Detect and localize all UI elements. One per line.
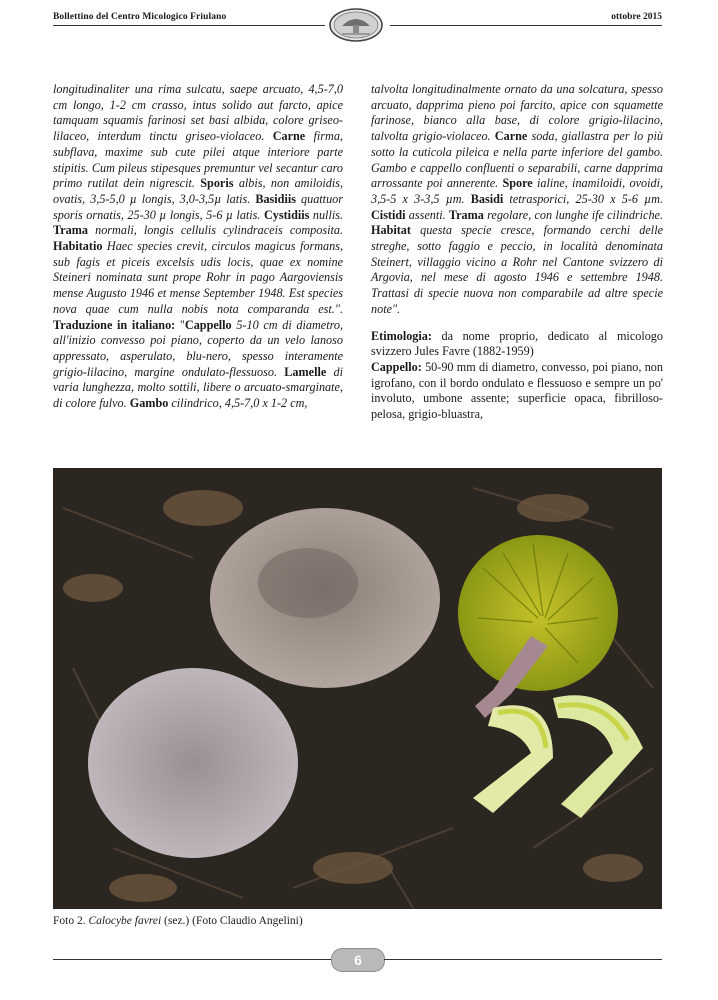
issue-date: ottobre 2015 bbox=[611, 12, 662, 22]
header-rule-right bbox=[390, 25, 662, 26]
cap-description-paragraph: Cappello: 50-90 mm di diametro, convesso, poi piano, non igrofano, con il bordo ondulato e flessuoso e sempre un po' involuto, umbone assente; superficie opaca, fibrilloso-pelosa, grigio-bluastra, bbox=[371, 359, 663, 422]
italian-translation-paragraph: talvolta longitudinalmente ornato da una solcatura, spesso arcuato, dapprima pieno poi farcito, apice con squamette farinose, bianco alla base, di colore grigio-lilacino, talvolta grigio-violaceo. Carne soda, giallastra per lo più sotto la cuticola pileica e nella parte inferiore del gambo. Gambo e cappello confluenti o separabili, carne dapprima arrossante poi annerente. Spore ialine, inamiloidi, ovoidi, 3,5-5 x 3-3,5 µm. Basidi tetrasporici, 25-30 x 5-6 µm. Cistidi assenti. Trama regolare, con lunghe ife cilindriche. Habitat questa specie cresce, formando cerchi delle streghe, sotto faggio e peccio, in località denominata Steinert, villaggio vicino a Rohr nel Cantone svizzero di Argovia, nel mese di agosto 1946 e settembre 1948. Trattasi di specie nuova non comparabile ad altre specie note". bbox=[371, 82, 663, 316]
left-text-column bbox=[53, 82, 343, 412]
latin-description-paragraph: longitudinaliter una rima sulcatu, saepe arcuato, 4,5-7,0 cm longo, 1-2 cm crasso, intus solido aut farcto, apice tamquam squamis farinosi set basi albida, colore griseo-lilaceo, interdum tinctu griseo-violaceo. Carne firma, subflava, maxime sub cute pilei atque interiore parte stipitis. Cum pileus stipesques premuntur vel secantur caro primo rutilat dein nigrescit. Sporis albis, non amiloidis, ovatis, 3,5-5,0 µ longis, 3,0-3,5µ latis. Basidiis quattuor sporis ornatis, 25-30 µ longis, 5-6 µ latis. Cystidiis nullis. Trama normali, longis cellulis cylindraceis composita. Habitatio Haec species crevit, circulos magicus formans, sub fagis et piceis excelsis udis locis, quae ex nomine Steineri nominata sunt prope Rohr in pago Aargoviensis mense Augusto 1946 et mense September 1948. Est species nova quae cum nulla nobis nota comparanda est.". Traduzione in italiano: "Cappello 5-10 cm di diametro, all'inizio convesso poi piano, coperto da un velo lanoso appressato, asperulato, blu-nero, spesso interamente grigio-lilacino, margine ondulato-flessuoso. Lamelle di varia lunghezza, molto sottili, libere o arcuato-smarginate, di colore fulvo. Gambo cilindrico, 4,5-7,0 x 1-2 cm, bbox=[53, 82, 344, 411]
footer-rule-right bbox=[384, 959, 662, 960]
journal-title: Bollettino del Centro Micologico Friulano bbox=[53, 12, 227, 22]
mushroom-emblem-icon bbox=[328, 8, 384, 42]
etymology-paragraph: Etimologia: da nome proprio, dedicato al micologo svizzero Jules Favre (1882-1959) bbox=[371, 328, 663, 359]
footer-rule-left bbox=[53, 959, 331, 960]
header-rule-left bbox=[53, 25, 325, 26]
page-number: 6 bbox=[331, 948, 385, 972]
right-text-column bbox=[371, 82, 663, 423]
mushroom-photo bbox=[53, 468, 662, 909]
photo-caption: Foto 2. Calocybe favrei (sez.) (Foto Claudio Angelini) bbox=[53, 915, 303, 927]
calocybe-favrei-photo-image bbox=[53, 468, 662, 909]
